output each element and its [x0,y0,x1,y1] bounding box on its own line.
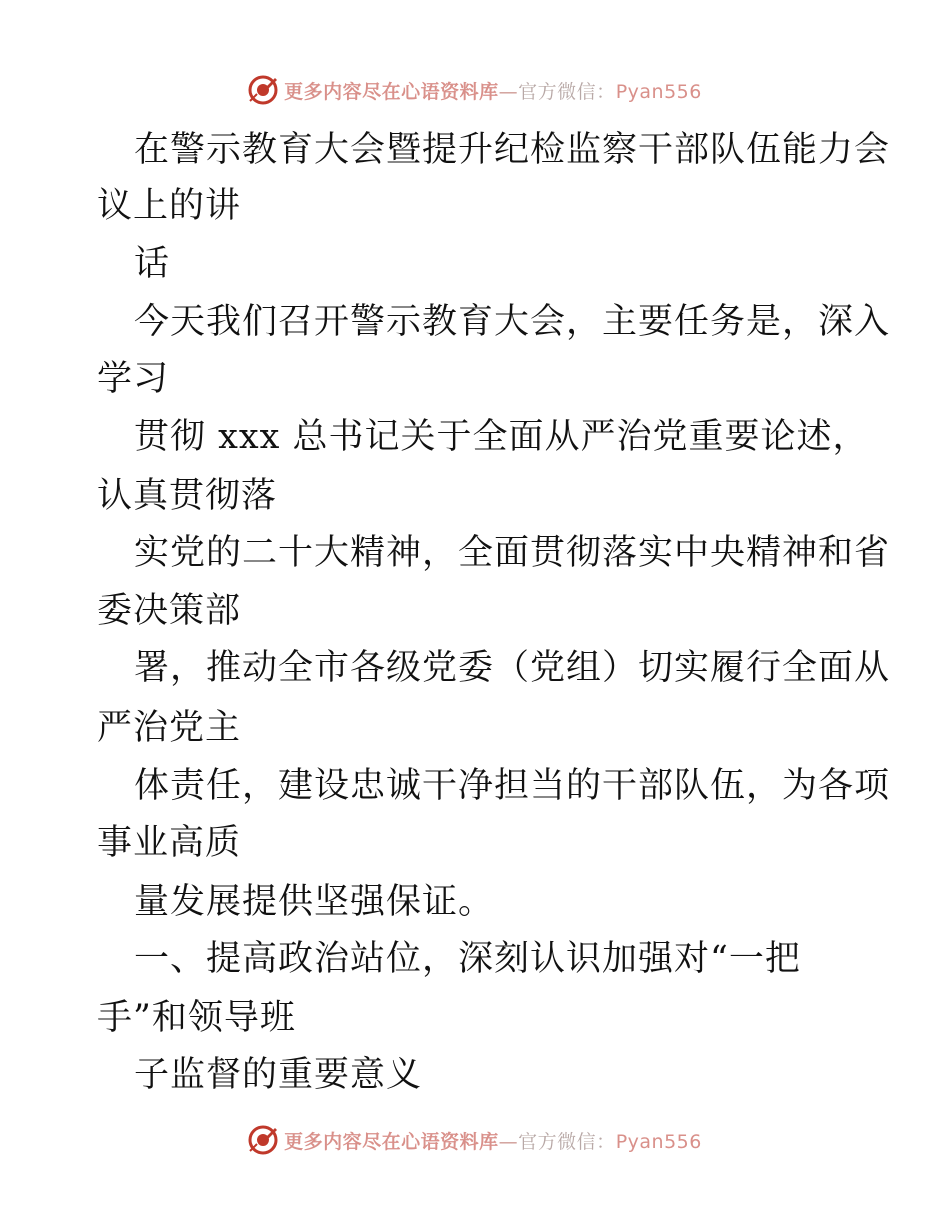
footer-dash: — [498,1130,519,1153]
text-line: 量发展提供坚强保证。 [134,882,495,922]
text-line: 事业高质 [97,823,242,863]
text-line: 在警示教育大会暨提升纪检监察干部队伍能力会 [134,130,891,170]
pen-logo-icon [248,1125,278,1155]
footer-wechat-label: 官方微信： [518,1130,616,1153]
text-line: 今天我们召开警示教育大会，主要任务是，深入 [134,302,891,342]
header-wechat-label: 官方微信： [518,80,616,103]
header-site-text: 更多内容尽在心语资料库 [284,80,499,103]
footer-banner-text [284,1127,702,1154]
pen-logo-icon [248,75,278,105]
footer-wechat-id: Pyan556 [615,1130,702,1153]
text-line: 话 [134,244,171,284]
text-line: 一、提高政治站位，深刻认识加强对“一把 [134,939,801,979]
text-line: 实党的二十大精神，全面贯彻落实中央精神和省 [134,533,891,573]
footer-site-text: 更多内容尽在心语资料库 [284,1130,499,1153]
text-line: 手”和领导班 [97,998,296,1038]
text-line: 体责任，建设忠诚干净担当的干部队伍，为各项 [134,766,891,806]
text-line: 认真贯彻落 [97,476,278,516]
header-wechat-id: Pyan556 [615,80,702,103]
text-line: 贯彻 xxx 总书记关于全面从严治党重要论述， [134,417,869,457]
text-line: 子监督的重要意义 [134,1055,423,1095]
header-banner-text [284,77,702,104]
text-line: 严治党主 [97,708,242,748]
footer-banner [0,1120,950,1160]
text-line: 议上的讲 [97,186,242,226]
header-dash: — [498,80,519,103]
text-line: 学习 [97,359,170,399]
text-line: 署，推动全市各级党委（党组）切实履行全面从 [134,648,891,688]
text-line: 委决策部 [97,591,242,631]
header-banner [0,70,950,110]
